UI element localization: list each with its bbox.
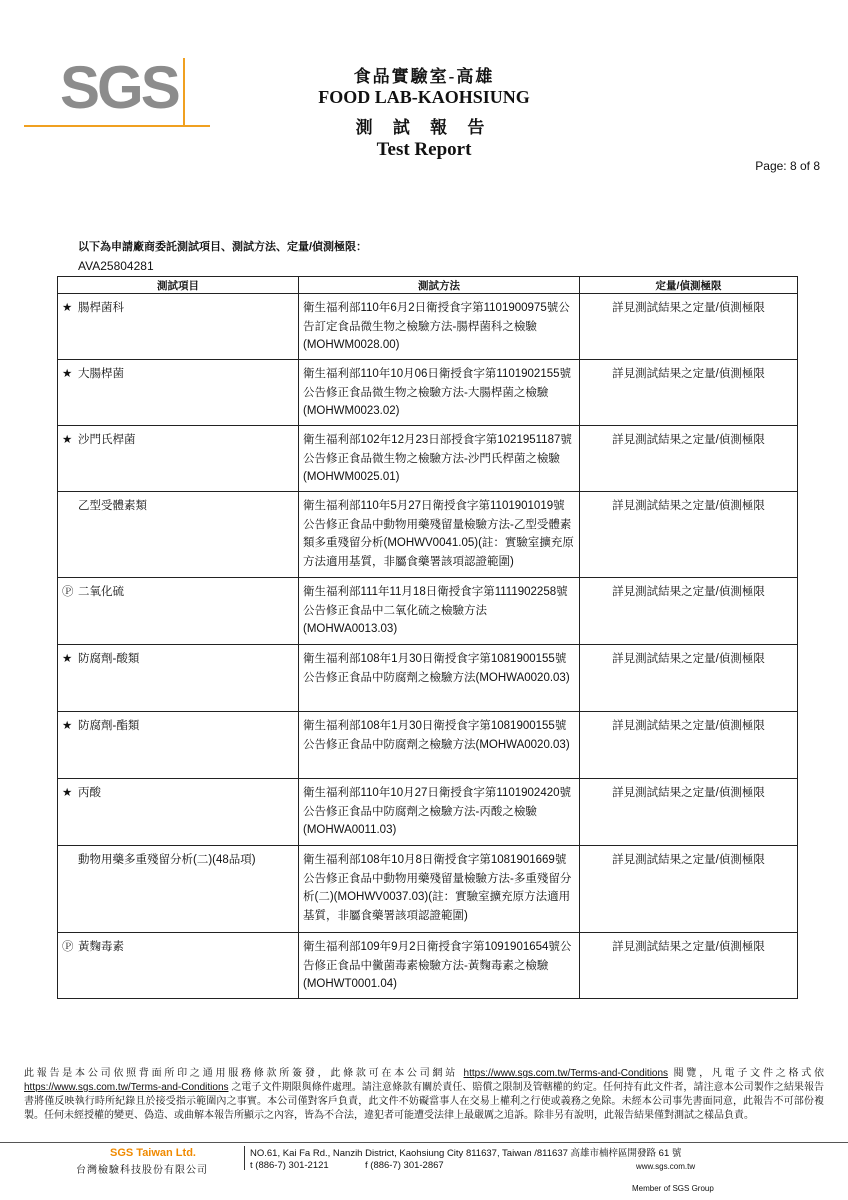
table-row bbox=[58, 779, 798, 846]
limit-cell: 詳見測試結果之定量/偵測極限 bbox=[580, 426, 798, 492]
accreditation-mark: ★ bbox=[62, 787, 73, 799]
report-title-en: Test Report bbox=[376, 139, 472, 160]
limit-cell: 詳見測試結果之定量/偵測極限 bbox=[580, 846, 798, 933]
disclaimer-part-3: 之電子文件期限與條件處理。請注意條款有關於責任、賠償之限制及管轄權的約定。任何持有此文件者，請注意本公司製作之結果報告書將僅反映執行時所紀錄且於接受指示範圍內之事實。本公司僅對客戶負責，此文件不妨礙當事人在交易上權利之行使或義務之免除。未經本公司事先書面同意，此報告不可部份複製。任何未經授權的變更、偽造、或曲解本報告所顯示之內容，皆為不合法，違犯者可能遭受法律上最嚴厲之追訴。除非另有說明，此報告結果僅對測試之樣品負責。 bbox=[24, 1082, 824, 1121]
company-name-en: SGS Taiwan Ltd. bbox=[110, 1147, 196, 1159]
company-website[interactable]: www.sgs.com.tw bbox=[636, 1162, 696, 1171]
limit-cell: 詳見測試結果之定量/偵測極限 bbox=[580, 712, 798, 779]
accreditation-mark: Ⓟ bbox=[62, 941, 74, 953]
test-item-name: 防腐劑-酯類 bbox=[78, 720, 140, 732]
limit-cell: 詳見測試結果之定量/偵測極限 bbox=[580, 779, 798, 846]
sgs-logo-text: SGS bbox=[60, 54, 178, 121]
table-row bbox=[58, 360, 798, 426]
company-address: NO.61, Kai Fa Rd., Nanzih District, Kaohsiung City 811637, Taiwan /811637 高雄市楠梓區開發路 61 號 bbox=[250, 1148, 682, 1159]
member-of-group: Member of SGS Group bbox=[632, 1184, 714, 1193]
test-item-cell bbox=[58, 645, 299, 712]
company-name-zh: 台灣檢驗科技股份有限公司 bbox=[76, 1165, 208, 1176]
header-test-item: 測試項目 bbox=[58, 277, 299, 294]
table-header-row bbox=[58, 277, 798, 294]
limit-cell: 詳見測試結果之定量/偵測極限 bbox=[580, 360, 798, 426]
test-item-cell bbox=[58, 492, 299, 578]
limit-cell: 詳見測試結果之定量/偵測極限 bbox=[580, 933, 798, 999]
limit-cell: 詳見測試結果之定量/偵測極限 bbox=[580, 492, 798, 578]
test-item-name: 丙酸 bbox=[78, 787, 101, 799]
test-item-name: 黃麴毒素 bbox=[78, 941, 124, 953]
table-row bbox=[58, 578, 798, 645]
disclaimer-part-2: 閱覽，凡電子文件之格式依 bbox=[668, 1068, 824, 1079]
limit-cell: 詳見測試結果之定量/偵測極限 bbox=[580, 578, 798, 645]
test-method-cell: 衛生福利部108年10月8日衛授食字第1081901669號公告修正食品中動物用藥殘留量檢驗方法-多重殘留分析(二)(MOHWV0037.03)(註：實驗室擴充原方法適用基質，非屬食藥署該項認證範圍) bbox=[299, 846, 580, 933]
test-method-cell: 衛生福利部109年9月2日衛授食字第1091901654號公告修正食品中黴菌毒素檢驗方法-黃麴毒素之檢驗(MOHWT0001.04) bbox=[299, 933, 580, 999]
accreditation-mark: ★ bbox=[62, 302, 73, 314]
test-method-cell: 衛生福利部108年1月30日衛授食字第1081900155號公告修正食品中防腐劑之檢驗方法(MOHWA0020.03) bbox=[299, 712, 580, 779]
table-row bbox=[58, 294, 798, 360]
limit-cell: 詳見測試結果之定量/偵測極限 bbox=[580, 645, 798, 712]
test-item-cell bbox=[58, 360, 299, 426]
disclaimer-part-1: 此報告是本公司依照背面所印之通用服務條款所簽發，此條款可在本公司網站 bbox=[24, 1068, 464, 1079]
report-title-zh: 測 試 報 告 bbox=[355, 118, 493, 137]
test-item-cell bbox=[58, 426, 299, 492]
footer-divider bbox=[0, 1142, 848, 1143]
test-item-name: 動物用藥多重殘留分析(二)(48品項) bbox=[78, 854, 256, 866]
table-row bbox=[58, 712, 798, 779]
test-item-cell bbox=[58, 933, 299, 999]
test-item-cell bbox=[58, 712, 299, 779]
test-items-table bbox=[57, 276, 798, 999]
limit-cell: 詳見測試結果之定量/偵測極限 bbox=[580, 294, 798, 360]
test-item-name: 大腸桿菌 bbox=[78, 368, 124, 380]
accreditation-mark: ★ bbox=[62, 368, 73, 380]
test-item-cell bbox=[58, 846, 299, 933]
header-test-method: 測試方法 bbox=[299, 277, 580, 294]
accreditation-mark: Ⓟ bbox=[62, 586, 74, 598]
test-item-name: 腸桿菌科 bbox=[78, 302, 124, 314]
legal-disclaimer bbox=[24, 1067, 824, 1123]
test-method-cell: 衛生福利部110年5月27日衛授食字第1101901019號公告修正食品中動物用藥殘留量檢驗方法-乙型受體素類多重殘留分析(MOHWV0041.05)(註：實驗室擴充原方法適用基質，非屬食藥署該項認證範圍) bbox=[299, 492, 580, 578]
lab-name-en: FOOD LAB-KAOHSIUNG bbox=[318, 87, 530, 107]
test-item-cell bbox=[58, 779, 299, 846]
table-row bbox=[58, 645, 798, 712]
table-row bbox=[58, 426, 798, 492]
test-item-cell bbox=[58, 578, 299, 645]
report-reference: AVA25804281 bbox=[78, 259, 154, 273]
test-method-cell: 衛生福利部111年11月18日衛授食字第1111902258號公告修正食品中二氧化硫之檢驗方法(MOHWA0013.03) bbox=[299, 578, 580, 645]
test-method-cell: 衛生福利部110年10月06日衛授食字第1101902155號公告修正食品微生物之檢驗方法-大腸桿菌之檢驗(MOHWM0023.02) bbox=[299, 360, 580, 426]
test-method-cell: 衛生福利部110年6月2日衛授食字第1101900975號公告訂定食品微生物之檢驗方法-腸桿菌科之檢驗(MOHWM0028.00) bbox=[299, 294, 580, 360]
footer-separator bbox=[244, 1146, 245, 1170]
accreditation-mark: ★ bbox=[62, 720, 73, 732]
test-method-cell: 衛生福利部102年12月23日部授食字第1021951187號公告修正食品微生物之檢驗方法-沙門氏桿菌之檢驗(MOHWM0025.01) bbox=[299, 426, 580, 492]
accreditation-mark: ★ bbox=[62, 653, 73, 665]
table-row bbox=[58, 933, 798, 999]
test-item-name: 二氧化硫 bbox=[78, 586, 124, 598]
test-item-name: 乙型受體素類 bbox=[78, 500, 147, 512]
table-row bbox=[58, 846, 798, 933]
intro-text: 以下為申請廠商委託測試項目、測試方法、定量/偵測極限： bbox=[78, 241, 368, 253]
lab-name-zh: 食品實驗室-高雄 bbox=[353, 67, 495, 86]
test-item-name: 沙門氏桿菌 bbox=[78, 434, 136, 446]
terms-link-1[interactable]: https://www.sgs.com.tw/Terms-and-Conditions bbox=[463, 1068, 669, 1079]
test-method-cell: 衛生福利部108年1月30日衛授食字第1081900155號公告修正食品中防腐劑之檢驗方法(MOHWA0020.03) bbox=[299, 645, 580, 712]
terms-link-2[interactable]: https://www.sgs.com.tw/Terms-and-Conditions bbox=[24, 1082, 229, 1093]
page-number: Page: 8 of 8 bbox=[755, 159, 820, 173]
header-limit: 定量/偵測極限 bbox=[580, 277, 798, 294]
table-row bbox=[58, 492, 798, 578]
accreditation-mark: ★ bbox=[62, 434, 73, 446]
test-item-cell bbox=[58, 294, 299, 360]
test-method-cell: 衛生福利部110年10月27日衛授食字第1101902420號公告修正食品中防腐劑之檢驗方法-丙酸之檢驗(MOHWA0011.03) bbox=[299, 779, 580, 846]
company-fax: f (886-7) 301-2867 bbox=[365, 1160, 444, 1171]
test-item-name: 防腐劑-酸類 bbox=[78, 653, 140, 665]
company-phone: t (886-7) 301-2121 bbox=[250, 1160, 329, 1171]
